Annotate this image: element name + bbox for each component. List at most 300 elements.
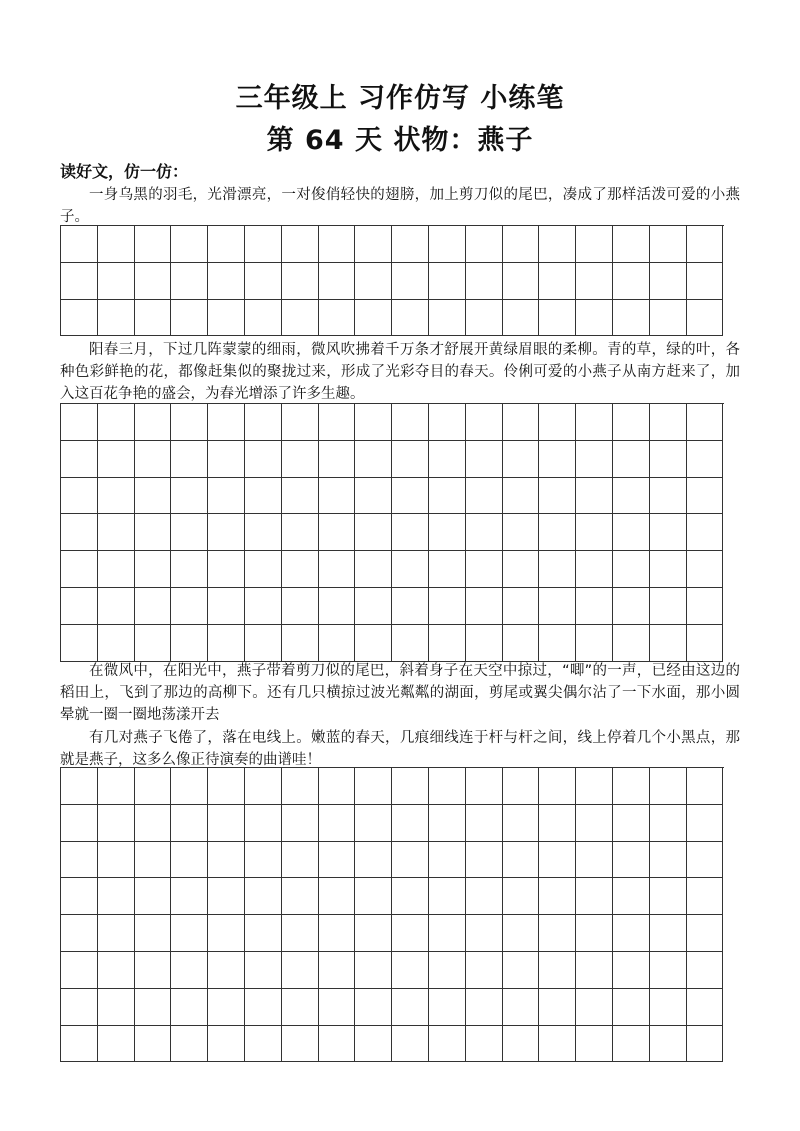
grid-cell[interactable] [576,878,613,915]
grid-cell[interactable] [171,551,208,588]
grid-cell[interactable] [319,805,356,842]
grid-cell[interactable] [135,915,172,952]
grid-cell[interactable] [576,263,613,300]
grid-cell[interactable] [208,989,245,1026]
grid-cell[interactable] [319,514,356,551]
grid-cell[interactable] [135,989,172,1026]
grid-cell[interactable] [539,1026,576,1063]
grid-cell[interactable] [135,404,172,441]
grid-cell[interactable] [355,404,392,441]
grid-cell[interactable] [245,989,282,1026]
grid-cell[interactable] [576,404,613,441]
grid-cell[interactable] [208,915,245,952]
grid-cell[interactable] [245,514,282,551]
grid-cell[interactable] [61,805,98,842]
grid-cell[interactable] [355,625,392,662]
grid-cell[interactable] [208,768,245,805]
grid-cell[interactable] [319,263,356,300]
grid-cell[interactable] [355,878,392,915]
grid-cell[interactable] [650,263,687,300]
grid-cell[interactable] [61,263,98,300]
grid-cell[interactable] [613,263,650,300]
grid-cell[interactable] [429,478,466,515]
grid-cell[interactable] [503,478,540,515]
grid-cell[interactable] [392,952,429,989]
grid-cell[interactable] [98,878,135,915]
grid-cell[interactable] [319,842,356,879]
grid-cell[interactable] [61,878,98,915]
grid-cell[interactable] [171,878,208,915]
grid-cell[interactable] [61,625,98,662]
grid-cell[interactable] [576,551,613,588]
grid-cell[interactable] [687,226,724,263]
grid-cell[interactable] [503,768,540,805]
grid-cell[interactable] [613,226,650,263]
grid-cell[interactable] [466,768,503,805]
grid-cell[interactable] [208,842,245,879]
grid-cell[interactable] [282,625,319,662]
grid-cell[interactable] [282,952,319,989]
grid-cell[interactable] [613,514,650,551]
grid-cell[interactable] [135,1026,172,1063]
grid-cell[interactable] [135,514,172,551]
writing-grid-3[interactable] [60,767,724,1062]
grid-cell[interactable] [208,478,245,515]
grid-cell[interactable] [539,551,576,588]
grid-cell[interactable] [282,514,319,551]
grid-cell[interactable] [319,441,356,478]
grid-cell[interactable] [98,300,135,337]
grid-cell[interactable] [503,1026,540,1063]
grid-cell[interactable] [135,263,172,300]
grid-cell[interactable] [613,478,650,515]
grid-cell[interactable] [466,514,503,551]
grid-cell[interactable] [282,588,319,625]
grid-cell[interactable] [245,263,282,300]
grid-cell[interactable] [650,514,687,551]
grid-cell[interactable] [61,989,98,1026]
grid-cell[interactable] [466,915,503,952]
grid-cell[interactable] [208,263,245,300]
grid-cell[interactable] [98,441,135,478]
grid-cell[interactable] [687,551,724,588]
grid-cell[interactable] [355,768,392,805]
grid-cell[interactable] [319,1026,356,1063]
grid-cell[interactable] [650,805,687,842]
grid-cell[interactable] [245,588,282,625]
grid-cell[interactable] [135,441,172,478]
grid-cell[interactable] [576,478,613,515]
grid-cell[interactable] [355,478,392,515]
grid-cell[interactable] [429,551,466,588]
grid-cell[interactable] [503,989,540,1026]
grid-cell[interactable] [61,300,98,337]
grid-cell[interactable] [576,1026,613,1063]
grid-cell[interactable] [245,952,282,989]
grid-cell[interactable] [98,915,135,952]
grid-cell[interactable] [576,915,613,952]
grid-cell[interactable] [613,404,650,441]
grid-cell[interactable] [208,1026,245,1063]
grid-cell[interactable] [576,842,613,879]
grid-cell[interactable] [687,263,724,300]
grid-cell[interactable] [319,588,356,625]
grid-cell[interactable] [650,404,687,441]
grid-cell[interactable] [135,842,172,879]
grid-cell[interactable] [466,588,503,625]
grid-cell[interactable] [208,625,245,662]
grid-cell[interactable] [613,915,650,952]
grid-cell[interactable] [171,915,208,952]
grid-cell[interactable] [650,551,687,588]
grid-cell[interactable] [613,1026,650,1063]
grid-cell[interactable] [466,551,503,588]
grid-cell[interactable] [171,478,208,515]
grid-cell[interactable] [319,878,356,915]
grid-cell[interactable] [576,952,613,989]
grid-cell[interactable] [282,300,319,337]
grid-cell[interactable] [245,768,282,805]
grid-cell[interactable] [539,404,576,441]
grid-cell[interactable] [135,551,172,588]
grid-cell[interactable] [61,842,98,879]
grid-cell[interactable] [503,551,540,588]
grid-cell[interactable] [61,952,98,989]
grid-cell[interactable] [208,952,245,989]
grid-cell[interactable] [429,878,466,915]
grid-cell[interactable] [503,952,540,989]
grid-cell[interactable] [98,842,135,879]
grid-cell[interactable] [613,805,650,842]
grid-cell[interactable] [650,915,687,952]
grid-cell[interactable] [208,300,245,337]
grid-cell[interactable] [282,878,319,915]
grid-cell[interactable] [576,805,613,842]
grid-cell[interactable] [208,878,245,915]
grid-cell[interactable] [171,300,208,337]
grid-cell[interactable] [171,588,208,625]
grid-cell[interactable] [687,514,724,551]
grid-cell[interactable] [466,300,503,337]
grid-cell[interactable] [98,478,135,515]
grid-cell[interactable] [392,263,429,300]
grid-cell[interactable] [392,768,429,805]
grid-cell[interactable] [61,588,98,625]
grid-cell[interactable] [319,915,356,952]
grid-cell[interactable] [282,478,319,515]
grid-cell[interactable] [319,952,356,989]
grid-cell[interactable] [429,768,466,805]
grid-cell[interactable] [392,915,429,952]
grid-cell[interactable] [355,805,392,842]
grid-cell[interactable] [503,625,540,662]
grid-cell[interactable] [613,952,650,989]
grid-cell[interactable] [539,878,576,915]
grid-cell[interactable] [98,263,135,300]
grid-cell[interactable] [429,842,466,879]
grid-cell[interactable] [171,404,208,441]
grid-cell[interactable] [392,1026,429,1063]
grid-cell[interactable] [650,300,687,337]
grid-cell[interactable] [503,588,540,625]
grid-cell[interactable] [539,915,576,952]
grid-cell[interactable] [98,768,135,805]
grid-cell[interactable] [429,625,466,662]
grid-cell[interactable] [355,989,392,1026]
grid-cell[interactable] [171,226,208,263]
grid-cell[interactable] [171,263,208,300]
grid-cell[interactable] [355,842,392,879]
grid-cell[interactable] [135,226,172,263]
grid-cell[interactable] [466,226,503,263]
grid-cell[interactable] [319,300,356,337]
grid-cell[interactable] [208,805,245,842]
grid-cell[interactable] [282,1026,319,1063]
grid-cell[interactable] [539,768,576,805]
grid-cell[interactable] [392,588,429,625]
grid-cell[interactable] [466,989,503,1026]
grid-cell[interactable] [392,878,429,915]
grid-cell[interactable] [429,514,466,551]
grid-cell[interactable] [319,226,356,263]
writing-grid-2[interactable] [60,403,724,662]
grid-cell[interactable] [429,1026,466,1063]
grid-cell[interactable] [282,805,319,842]
grid-cell[interactable] [503,842,540,879]
grid-cell[interactable] [392,989,429,1026]
grid-cell[interactable] [687,878,724,915]
grid-cell[interactable] [392,478,429,515]
grid-cell[interactable] [392,625,429,662]
grid-cell[interactable] [687,404,724,441]
grid-cell[interactable] [392,441,429,478]
grid-cell[interactable] [208,551,245,588]
grid-cell[interactable] [613,989,650,1026]
grid-cell[interactable] [392,226,429,263]
grid-cell[interactable] [503,805,540,842]
grid-cell[interactable] [539,588,576,625]
grid-cell[interactable] [61,514,98,551]
grid-cell[interactable] [429,805,466,842]
grid-cell[interactable] [355,263,392,300]
grid-cell[interactable] [687,952,724,989]
grid-cell[interactable] [245,441,282,478]
grid-cell[interactable] [319,478,356,515]
grid-cell[interactable] [392,805,429,842]
grid-cell[interactable] [687,805,724,842]
grid-cell[interactable] [429,989,466,1026]
grid-cell[interactable] [245,300,282,337]
grid-cell[interactable] [61,768,98,805]
grid-cell[interactable] [282,263,319,300]
grid-cell[interactable] [687,989,724,1026]
grid-cell[interactable] [650,989,687,1026]
grid-cell[interactable] [208,588,245,625]
grid-cell[interactable] [319,404,356,441]
grid-cell[interactable] [466,842,503,879]
grid-cell[interactable] [429,588,466,625]
grid-cell[interactable] [171,989,208,1026]
grid-cell[interactable] [135,300,172,337]
grid-cell[interactable] [576,625,613,662]
grid-cell[interactable] [613,878,650,915]
grid-cell[interactable] [171,441,208,478]
grid-cell[interactable] [650,1026,687,1063]
grid-cell[interactable] [503,404,540,441]
grid-cell[interactable] [282,768,319,805]
grid-cell[interactable] [208,226,245,263]
grid-cell[interactable] [539,842,576,879]
grid-cell[interactable] [355,952,392,989]
grid-cell[interactable] [650,878,687,915]
grid-cell[interactable] [539,226,576,263]
grid-cell[interactable] [539,263,576,300]
grid-cell[interactable] [539,300,576,337]
writing-grid-1[interactable] [60,225,724,336]
grid-cell[interactable] [61,478,98,515]
grid-cell[interactable] [466,805,503,842]
grid-cell[interactable] [576,768,613,805]
grid-cell[interactable] [282,404,319,441]
grid-cell[interactable] [687,768,724,805]
grid-cell[interactable] [282,441,319,478]
grid-cell[interactable] [61,441,98,478]
grid-cell[interactable] [98,989,135,1026]
grid-cell[interactable] [650,226,687,263]
grid-cell[interactable] [355,1026,392,1063]
grid-cell[interactable] [539,625,576,662]
grid-cell[interactable] [576,441,613,478]
grid-cell[interactable] [429,226,466,263]
grid-cell[interactable] [539,441,576,478]
grid-cell[interactable] [539,514,576,551]
grid-cell[interactable] [245,551,282,588]
grid-cell[interactable] [466,625,503,662]
grid-cell[interactable] [135,478,172,515]
grid-cell[interactable] [355,915,392,952]
grid-cell[interactable] [98,514,135,551]
grid-cell[interactable] [466,263,503,300]
grid-cell[interactable] [282,989,319,1026]
grid-cell[interactable] [392,551,429,588]
grid-cell[interactable] [466,952,503,989]
grid-cell[interactable] [135,625,172,662]
grid-cell[interactable] [503,441,540,478]
grid-cell[interactable] [61,1026,98,1063]
grid-cell[interactable] [687,842,724,879]
grid-cell[interactable] [98,551,135,588]
grid-cell[interactable] [613,551,650,588]
grid-cell[interactable] [613,842,650,879]
grid-cell[interactable] [576,588,613,625]
grid-cell[interactable] [687,915,724,952]
grid-cell[interactable] [135,588,172,625]
grid-cell[interactable] [687,441,724,478]
grid-cell[interactable] [282,915,319,952]
grid-cell[interactable] [208,514,245,551]
grid-cell[interactable] [687,588,724,625]
grid-cell[interactable] [429,404,466,441]
grid-cell[interactable] [171,1026,208,1063]
grid-cell[interactable] [245,226,282,263]
grid-cell[interactable] [466,1026,503,1063]
grid-cell[interactable] [98,952,135,989]
grid-cell[interactable] [319,989,356,1026]
grid-cell[interactable] [429,952,466,989]
grid-cell[interactable] [282,842,319,879]
grid-cell[interactable] [576,989,613,1026]
grid-cell[interactable] [503,226,540,263]
grid-cell[interactable] [98,588,135,625]
grid-cell[interactable] [61,551,98,588]
grid-cell[interactable] [319,768,356,805]
grid-cell[interactable] [613,768,650,805]
grid-cell[interactable] [650,478,687,515]
grid-cell[interactable] [687,478,724,515]
grid-cell[interactable] [355,551,392,588]
grid-cell[interactable] [355,588,392,625]
grid-cell[interactable] [687,300,724,337]
grid-cell[interactable] [687,1026,724,1063]
grid-cell[interactable] [503,300,540,337]
grid-cell[interactable] [319,625,356,662]
grid-cell[interactable] [503,878,540,915]
grid-cell[interactable] [61,404,98,441]
grid-cell[interactable] [282,551,319,588]
grid-cell[interactable] [98,805,135,842]
grid-cell[interactable] [245,1026,282,1063]
grid-cell[interactable] [61,915,98,952]
grid-cell[interactable] [392,300,429,337]
grid-cell[interactable] [576,300,613,337]
grid-cell[interactable] [650,842,687,879]
grid-cell[interactable] [171,805,208,842]
grid-cell[interactable] [135,768,172,805]
grid-cell[interactable] [245,878,282,915]
grid-cell[interactable] [245,625,282,662]
grid-cell[interactable] [429,263,466,300]
grid-cell[interactable] [539,952,576,989]
grid-cell[interactable] [282,226,319,263]
grid-cell[interactable] [171,952,208,989]
grid-cell[interactable] [539,805,576,842]
grid-cell[interactable] [503,263,540,300]
grid-cell[interactable] [687,625,724,662]
grid-cell[interactable] [503,915,540,952]
grid-cell[interactable] [613,441,650,478]
grid-cell[interactable] [466,404,503,441]
grid-cell[interactable] [539,989,576,1026]
grid-cell[interactable] [429,441,466,478]
grid-cell[interactable] [466,878,503,915]
grid-cell[interactable] [392,842,429,879]
grid-cell[interactable] [650,768,687,805]
grid-cell[interactable] [171,768,208,805]
grid-cell[interactable] [392,404,429,441]
grid-cell[interactable] [98,404,135,441]
grid-cell[interactable] [245,805,282,842]
grid-cell[interactable] [245,842,282,879]
grid-cell[interactable] [245,478,282,515]
grid-cell[interactable] [61,226,98,263]
grid-cell[interactable] [355,514,392,551]
grid-cell[interactable] [576,514,613,551]
grid-cell[interactable] [135,805,172,842]
grid-cell[interactable] [429,915,466,952]
grid-cell[interactable] [245,915,282,952]
grid-cell[interactable] [466,478,503,515]
grid-cell[interactable] [171,514,208,551]
